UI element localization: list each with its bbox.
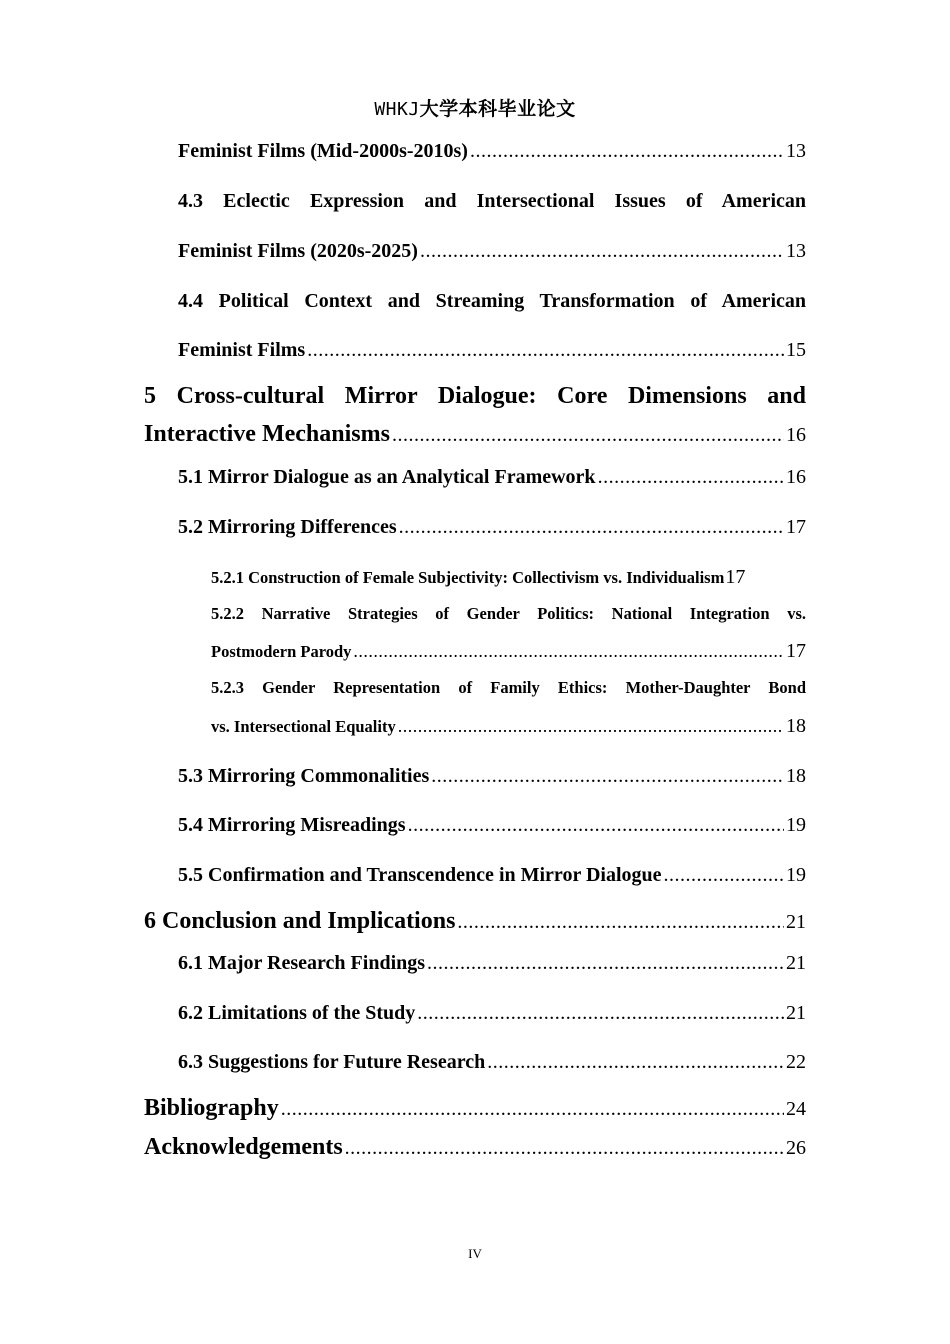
toc-leader <box>353 641 784 662</box>
toc-entry-5-4[interactable] <box>178 814 806 837</box>
toc-page: 16 <box>786 466 806 488</box>
toc-page: 21 <box>786 1002 806 1024</box>
toc-entry-5[interactable] <box>144 421 806 448</box>
toc-entry-5-3[interactable] <box>178 765 806 788</box>
toc-title: Acknowledgements <box>144 1134 343 1160</box>
toc-leader <box>417 1002 784 1025</box>
toc-leader <box>664 864 784 887</box>
toc-leader <box>281 1098 784 1121</box>
toc-title: Postmodern Parody <box>211 642 352 661</box>
toc-entry-4-4-line1[interactable]: 4.4 Political Context and Streaming Transformation of American <box>178 290 806 312</box>
toc-leader <box>431 765 784 788</box>
toc-leader <box>399 516 784 539</box>
toc-title: 5.4 Mirroring Misreadings <box>178 814 406 836</box>
header-latin: WHKJ <box>374 99 420 120</box>
toc-title: 5.5 Confirmation and Transcendence in Mirror Dialogue <box>178 864 662 886</box>
toc-title: 5.1 Mirror Dialogue as an Analytical Framework <box>178 466 596 488</box>
toc-entry-6-3[interactable] <box>178 1051 806 1074</box>
toc-leader <box>307 339 784 362</box>
toc-entry-6-1[interactable] <box>178 952 806 975</box>
toc-page: 18 <box>786 765 806 787</box>
toc-entry-5-2[interactable] <box>178 516 806 539</box>
toc-leader <box>345 1137 784 1160</box>
toc-leader <box>487 1051 784 1074</box>
toc-page: 16 <box>786 424 806 446</box>
toc-page: 15 <box>786 339 806 361</box>
toc-page: 21 <box>786 952 806 974</box>
toc-entry-bibliography[interactable] <box>144 1095 806 1122</box>
toc-entry-4-3-line1[interactable]: 4.3 Eclectic Expression and Intersectional Issues of American <box>178 190 806 212</box>
toc-page: 17 <box>786 640 806 662</box>
toc-entry-5-2-2-line1[interactable]: 5.2.2 Narrative Strategies of Gender Politics: National Integration vs. <box>211 604 806 623</box>
toc-page: 19 <box>786 814 806 836</box>
toc-title: Feminist Films <box>178 339 306 361</box>
toc-leader <box>470 140 784 163</box>
toc-title: Feminist Films (Mid-2000s-2010s) <box>178 140 468 162</box>
toc-page: 21 <box>786 911 806 933</box>
toc-title: vs. Intersectional Equality <box>211 717 396 736</box>
toc-entry-4-3[interactable] <box>178 240 806 263</box>
toc-title: 6.2 Limitations of the Study <box>178 1002 416 1024</box>
toc-page: 13 <box>786 140 806 162</box>
toc-leader <box>420 240 784 263</box>
toc-title: Feminist Films (2020s-2025) <box>178 240 418 262</box>
toc-title: 5.2 Mirroring Differences <box>178 516 397 538</box>
header-cjk: 大学本科毕业论文 <box>419 98 576 120</box>
toc-page: 26 <box>786 1137 806 1159</box>
toc-entry-5-1[interactable] <box>178 466 806 489</box>
toc-title: 6.1 Major Research Findings <box>178 952 426 974</box>
toc-leader <box>598 466 784 489</box>
toc-page: 19 <box>786 864 806 886</box>
toc-leader <box>392 424 784 447</box>
toc-title: 5.3 Mirroring Commonalities <box>178 765 430 787</box>
toc-title: Interactive Mechanisms <box>144 421 390 447</box>
page-number: IV <box>468 1246 482 1261</box>
toc-entry-5-2-3[interactable] <box>211 715 806 738</box>
toc-title: 5.2.1 Construction of Female Subjectivity: Collectivism vs. Individualism <box>211 568 725 587</box>
toc-entry-5-line1[interactable]: 5 Cross-cultural Mirror Dialogue: Core Dimensions and <box>144 383 806 409</box>
toc-page: 17 <box>786 516 806 538</box>
toc-entry-5-5[interactable] <box>178 864 806 887</box>
toc-leader <box>457 911 784 934</box>
toc-entry-feminist-films-mid-2000s[interactable] <box>178 140 806 163</box>
toc-entry-5-2-1[interactable] <box>211 566 806 589</box>
toc-leader <box>408 814 784 837</box>
toc-page: 18 <box>786 715 806 737</box>
toc-entry-6[interactable] <box>144 908 806 935</box>
toc-title: Bibliography <box>144 1095 279 1121</box>
toc-page: 24 <box>786 1098 806 1120</box>
toc-entry-4-4[interactable] <box>178 339 806 362</box>
toc-entry-acknowledgements[interactable] <box>144 1134 806 1161</box>
toc-title: 6.3 Suggestions for Future Research <box>178 1051 486 1073</box>
toc-leader <box>427 952 784 975</box>
toc-entry-5-2-2[interactable] <box>211 640 806 663</box>
toc-leader <box>398 716 784 737</box>
toc-page: 17 <box>725 566 746 588</box>
toc-title: 6 Conclusion and Implications <box>144 908 456 934</box>
toc-page: 13 <box>786 240 806 262</box>
toc-entry-6-2[interactable] <box>178 1002 806 1025</box>
toc-entry-5-2-3-line1[interactable]: 5.2.3 Gender Representation of Family Ethics: Mother-Daughter Bond <box>211 678 806 697</box>
toc-page: 22 <box>786 1051 806 1073</box>
